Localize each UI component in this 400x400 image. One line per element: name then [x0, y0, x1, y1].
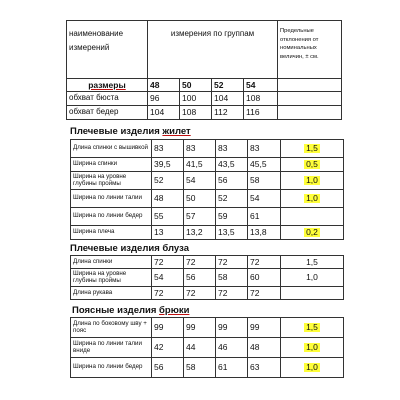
vest-value: 55: [152, 208, 184, 226]
header-deviation-line3: номинальных: [280, 45, 317, 52]
vest-table: [70, 139, 344, 240]
base-row-label: обхват бюста: [67, 92, 148, 106]
highlight-mark: 1,0: [306, 362, 318, 373]
vest-row: [71, 226, 344, 240]
base-value: 108: [244, 92, 278, 106]
vest-row-label: Ширина на уровне глубины проймы: [71, 172, 152, 190]
base-measurements-table: [66, 20, 342, 120]
highlight-mark: 1,0: [306, 193, 318, 204]
pants-value: 99: [248, 318, 281, 338]
header-measures-title: измерения по группам: [170, 29, 255, 38]
pants-row-label: Ширина по линии талии вниде: [71, 338, 152, 358]
vest-value: 83: [216, 140, 248, 158]
vest-value: 54: [184, 172, 216, 190]
base-value: 116: [244, 106, 278, 120]
pants-value: 61: [216, 358, 248, 378]
base-value: 108: [180, 106, 212, 120]
section-title-vest-emph: жилет: [162, 126, 191, 137]
vest-deviation: [281, 208, 344, 226]
vest-value: 83: [184, 140, 216, 158]
vest-row: [71, 208, 344, 226]
vest-value: 54: [248, 190, 281, 208]
blouse-deviation: 1,0: [281, 269, 344, 287]
blouse-row: [71, 287, 344, 300]
vest-row-label: Длина спинки с вышивкой: [71, 140, 152, 158]
blouse-row-label: Длина рукава: [71, 287, 152, 300]
vest-value: 83: [248, 140, 281, 158]
size-52: 52: [212, 79, 244, 92]
header-deviation-line4: величин, ± см.: [280, 54, 319, 61]
blouse-value: 58: [216, 269, 248, 287]
vest-value: 59: [216, 208, 248, 226]
blouse-value: 72: [248, 287, 281, 300]
blouse-value: 72: [184, 287, 216, 300]
sizes-row: [67, 79, 342, 92]
base-value: 112: [212, 106, 244, 120]
pants-value: 58: [184, 358, 216, 378]
header-measures-cell: [148, 21, 278, 79]
vest-value: 52: [152, 172, 184, 190]
section-title-pants: [72, 305, 189, 316]
vest-row-label: Ширина по линии бедер: [71, 208, 152, 226]
sizes-deviation: [278, 79, 342, 92]
pants-deviation: [281, 318, 344, 338]
base-value: 104: [148, 106, 180, 120]
size-50: 50: [180, 79, 212, 92]
vest-value: 13,8: [248, 226, 281, 240]
blouse-value: 72: [248, 256, 281, 269]
vest-value: 61: [248, 208, 281, 226]
vest-value: 83: [152, 140, 184, 158]
sizes-label: размеры: [67, 79, 148, 92]
pants-row-label: Длина по боковому шву + пояс: [71, 318, 152, 338]
blouse-deviation: [281, 287, 344, 300]
base-row: [67, 106, 342, 120]
vest-row: [71, 190, 344, 208]
pants-table: [70, 317, 344, 378]
vest-value: 56: [216, 172, 248, 190]
blouse-value: 72: [152, 287, 184, 300]
vest-deviation: [281, 172, 344, 190]
vest-row-label: Ширина по линии талии: [71, 190, 152, 208]
section-title-pants-prefix: Поясные изделия: [72, 305, 160, 316]
vest-value: 13,5: [216, 226, 248, 240]
header-name-cell: [67, 21, 148, 79]
vest-row-label: Ширина плеча: [71, 226, 152, 240]
pants-value: 99: [152, 318, 184, 338]
base-value: 96: [148, 92, 180, 106]
blouse-value: 72: [184, 256, 216, 269]
highlight-mark: 0,5: [306, 159, 318, 170]
blouse-row: [71, 256, 344, 269]
highlight-mark: 1,5: [306, 143, 318, 154]
blouse-value: 60: [248, 269, 281, 287]
section-title-vest: [70, 126, 191, 137]
blouse-table: [70, 255, 344, 300]
blouse-value: 72: [216, 256, 248, 269]
vest-row: [71, 158, 344, 172]
highlight-mark: 1,5: [306, 322, 318, 333]
section-title-pants-emph: брюки: [159, 305, 190, 316]
section-title-vest-prefix: Плечевые изделия: [70, 126, 163, 137]
pants-value: 63: [248, 358, 281, 378]
highlight-mark: 1,0: [306, 175, 318, 186]
base-deviation: [278, 106, 342, 120]
vest-value: 39,5: [152, 158, 184, 172]
vest-value: 48: [152, 190, 184, 208]
vest-value: 13: [152, 226, 184, 240]
blouse-deviation: 1,5: [281, 256, 344, 269]
pants-value: 99: [184, 318, 216, 338]
header-deviation-line2: отклонения от: [280, 36, 319, 43]
vest-value: 43,5: [216, 158, 248, 172]
pants-deviation: [281, 338, 344, 358]
vest-deviation: [281, 190, 344, 208]
pants-row: [71, 318, 344, 338]
pants-value: 48: [248, 338, 281, 358]
blouse-value: 56: [184, 269, 216, 287]
pants-row: [71, 358, 344, 378]
vest-row-label: Ширина спинки: [71, 158, 152, 172]
blouse-value: 72: [152, 256, 184, 269]
pants-deviation: [281, 358, 344, 378]
vest-deviation: [281, 158, 344, 172]
vest-value: 57: [184, 208, 216, 226]
blouse-value: 54: [152, 269, 184, 287]
pants-value: 46: [216, 338, 248, 358]
vest-value: 52: [216, 190, 248, 208]
vest-row: [71, 172, 344, 190]
pants-value: 42: [152, 338, 184, 358]
vest-value: 50: [184, 190, 216, 208]
highlight-mark: 0,2: [306, 227, 318, 238]
header-deviation-cell: [278, 21, 342, 79]
blouse-row: [71, 269, 344, 287]
vest-value: 41,5: [184, 158, 216, 172]
vest-deviation: [281, 226, 344, 240]
base-row: [67, 92, 342, 106]
pants-value: 56: [152, 358, 184, 378]
vest-value: 45,5: [248, 158, 281, 172]
header-row: [67, 21, 342, 79]
vest-value: 13,2: [184, 226, 216, 240]
header-deviation-line1: Предельные: [280, 28, 314, 34]
blouse-value: 72: [216, 287, 248, 300]
vest-deviation: [281, 140, 344, 158]
blouse-row-label: Ширина на уровне глубины проймы: [71, 269, 152, 287]
base-value: 104: [212, 92, 244, 106]
vest-row: [71, 140, 344, 158]
pants-value: 99: [216, 318, 248, 338]
base-deviation: [278, 92, 342, 106]
vest-value: 58: [248, 172, 281, 190]
pants-row: [71, 338, 344, 358]
header-name-line2: измерений: [69, 43, 110, 53]
header-name-line1: наименование: [69, 29, 124, 38]
section-title-blouse: Плечевые изделия блуза: [70, 243, 189, 254]
blouse-row-label: Длина спинки: [71, 256, 152, 269]
size-48: 48: [148, 79, 180, 92]
highlight-mark: 1,0: [306, 342, 318, 353]
size-54: 54: [244, 79, 278, 92]
pants-value: 44: [184, 338, 216, 358]
pants-row-label: Ширина по линии бедер: [71, 358, 152, 378]
base-row-label: обхват бедер: [67, 106, 148, 120]
base-value: 100: [180, 92, 212, 106]
